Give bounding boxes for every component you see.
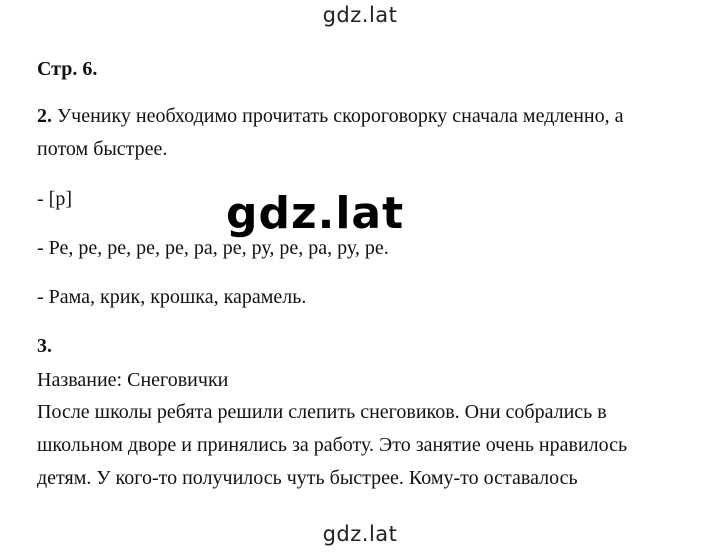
task3-title: Название: Снеговички [37, 369, 229, 391]
task3-number: 3. [37, 335, 52, 357]
task3-story-line-3: детям. У кого-то получилось чуть быстрее. Кому-то оставалось [37, 467, 578, 489]
page-heading: Стр. 6. [37, 58, 98, 80]
task2-text-line1: Ученику необходимо прочитать скороговорку сначала медленно, а [52, 105, 624, 127]
task3-story-line-2: школьном дворе и принялись за работу. Это занятие очень нравилось [37, 434, 628, 456]
task2-words: - Рама, крик, крошка, карамель. [37, 286, 307, 308]
task2-number: 2. [37, 105, 52, 127]
watermark-bottom: gdz.lat [322, 522, 398, 546]
task2-text-line2: потом быстрее. [37, 138, 168, 160]
watermark-top: gdz.lat [322, 3, 398, 27]
task2-line1 [37, 100, 624, 133]
task3-story-line-1: После школы ребята решили слепить снеговиков. Они собрались в [37, 401, 607, 423]
watermark-center: gdz.lat [226, 188, 405, 239]
task2-syllables: - Ре, ре, ре, ре, ре, ра, ре, ру, ре, ра, ру, ре. [37, 237, 389, 259]
task2-sound: - [р] [37, 188, 72, 210]
